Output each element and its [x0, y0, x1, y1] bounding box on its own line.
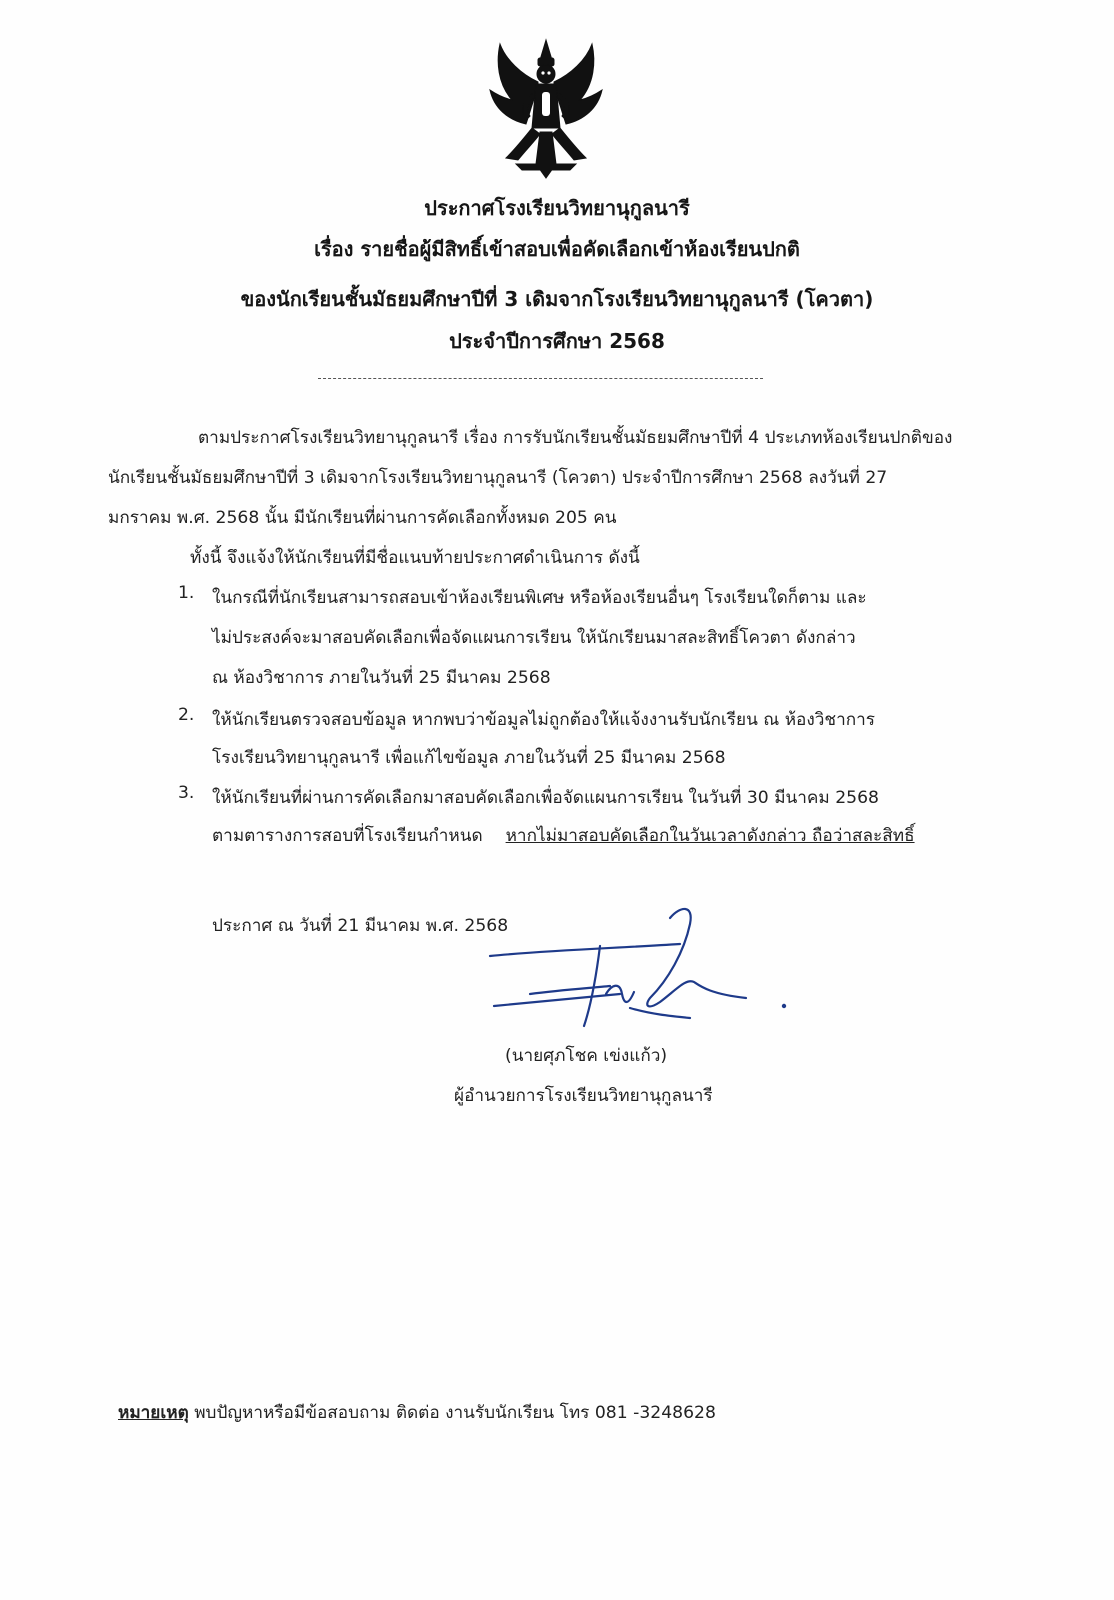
item-2-line-1: ให้นักเรียนตรวจสอบข้อมูล หากพบว่าข้อมูลไม่ถูกต้องให้แจ้งงานรับนักเรียน ณ ห้องวิชาการ: [212, 710, 876, 730]
item-3-line-2-text: ตามตารางการสอบที่โรงเรียนกำหนด: [212, 826, 483, 846]
title-divider: [318, 378, 763, 379]
footnote: [118, 1398, 716, 1426]
item-3-line-1: ให้นักเรียนที่ผ่านการคัดเลือกมาสอบคัดเลือกเพื่อจัดแผนการเรียน ในวันที่ 30 มีนาคม 2568: [212, 788, 879, 808]
item-2-line-2: โรงเรียนวิทยานุกูลนารี เพื่อแก้ไขข้อมูล ภายในวันที่ 25 มีนาคม 2568: [212, 748, 726, 768]
title-line-2: เรื่อง รายชื่อผู้มีสิทธิ์เข้าสอบเพื่อคัดเลือกเข้าห้องเรียนปกติ: [314, 237, 800, 261]
title-line-1: ประกาศโรงเรียนวิทยานุกูลนารี: [424, 196, 690, 220]
paragraph-1-line-3: มกราคม พ.ศ. 2568 นั้น มีนักเรียนที่ผ่านการคัดเลือกทั้งหมด 205 คน: [108, 508, 617, 528]
paragraph-1-line-1: ตามประกาศโรงเรียนวิทยานุกูลนารี เรื่อง การรับนักเรียนชั้นมัธยมศึกษาปีที่ 4 ประเภทห้องเรียนปกติของ: [198, 428, 953, 448]
signature-icon: [480, 898, 800, 1038]
footnote-text: พบปัญหาหรือมีข้อสอบถาม ติดต่อ งานรับนักเรียน โทร 081 -3248628: [194, 1403, 716, 1423]
garuda-emblem-icon: [486, 38, 606, 180]
item-1-line-2: ไม่ประสงค์จะมาสอบคัดเลือกเพื่อจัดแผนการเรียน ให้นักเรียนมาสละสิทธิ์โควตา ดังกล่าว: [212, 628, 856, 648]
forfeit-warning: หากไม่มาสอบคัดเลือกในวันเวลาดังกล่าว ถือว่าสละสิทธิ์: [505, 826, 915, 846]
item-3-number: 3.: [178, 783, 195, 803]
item-1-line-3: ณ ห้องวิชาการ ภายในวันที่ 25 มีนาคม 2568: [212, 668, 551, 688]
signer-name: (นายศุภโชค เข่งแก้ว): [505, 1046, 668, 1066]
signer-position: ผู้อำนวยการโรงเรียนวิทยานุกูลนารี: [454, 1086, 713, 1106]
announce-date: ประกาศ ณ วันที่ 21 มีนาคม พ.ศ. 2568: [212, 916, 509, 936]
title-line-3: ของนักเรียนชั้นมัธยมศึกษาปีที่ 3 เดิมจากโรงเรียนวิทยานุกูลนารี (โควตา): [240, 287, 874, 311]
paragraph-2-line-1: ทั้งนี้ จึงแจ้งให้นักเรียนที่มีชื่อแนบท้ายประกาศดำเนินการ ดังนี้: [190, 548, 640, 568]
item-1-line-1: ในกรณีที่นักเรียนสามารถสอบเข้าห้องเรียนพิเศษ หรือห้องเรียนอื่นๆ โรงเรียนใดก็ตาม และ: [212, 588, 867, 608]
item-2-number: 2.: [178, 705, 195, 725]
title-line-4: ประจำปีการศึกษา 2568: [449, 329, 665, 353]
item-3-line-2: [212, 821, 915, 849]
item-1-number: 1.: [178, 583, 195, 603]
paragraph-1-line-2: นักเรียนชั้นมัธยมศึกษาปีที่ 3 เดิมจากโรงเรียนวิทยานุกูลนารี (โควตา) ประจำปีการศึกษา 2568 ลงวันที่ 27: [108, 468, 888, 488]
footnote-label: หมายเหตุ: [118, 1403, 189, 1423]
